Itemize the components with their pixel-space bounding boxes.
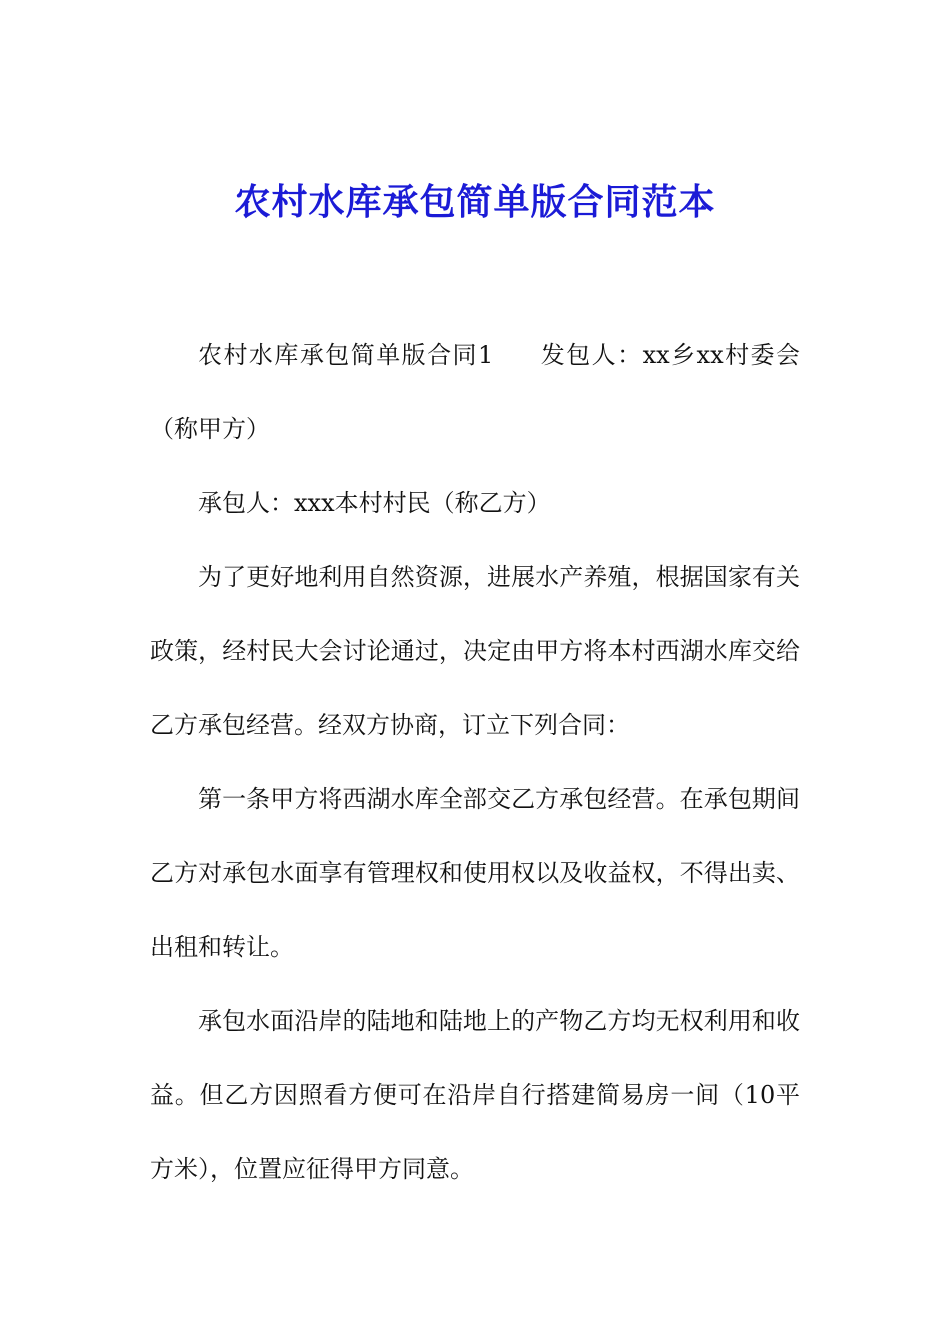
document-body bbox=[150, 318, 800, 1206]
paragraph-shoreline-terms: 承包水面沿岸的陆地和陆地上的产物乙方均无权利用和收益。但乙方因照看方便可在沿岸自行搭建简易房一间（10平方米），位置应征得甲方同意。 bbox=[150, 1007, 800, 1183]
paragraph-party-b: 承包人：xxx本村村民（称乙方） bbox=[198, 489, 551, 517]
paragraph-contract-header bbox=[150, 318, 800, 466]
contractor-party-a: 发包人：xx乡xx村委会（称甲方） bbox=[150, 341, 800, 443]
document-title: 农村水库承包简单版合同范本 bbox=[234, 181, 716, 223]
contract-number-label: 农村水库承包简单版合同1 bbox=[198, 341, 494, 369]
paragraph-purpose: 为了更好地利用自然资源，进展水产养殖，根据国家有关政策，经村民大会讨论通过，决定由甲方将本村西湖水库交给乙方承包经营。经双方协商，订立下列合同： bbox=[150, 563, 800, 739]
paragraph-article-one: 第一条甲方将西湖水库全部交乙方承包经营。在承包期间乙方对承包水面享有管理权和使用权以及收益权，不得出卖、出租和转让。 bbox=[150, 785, 800, 961]
